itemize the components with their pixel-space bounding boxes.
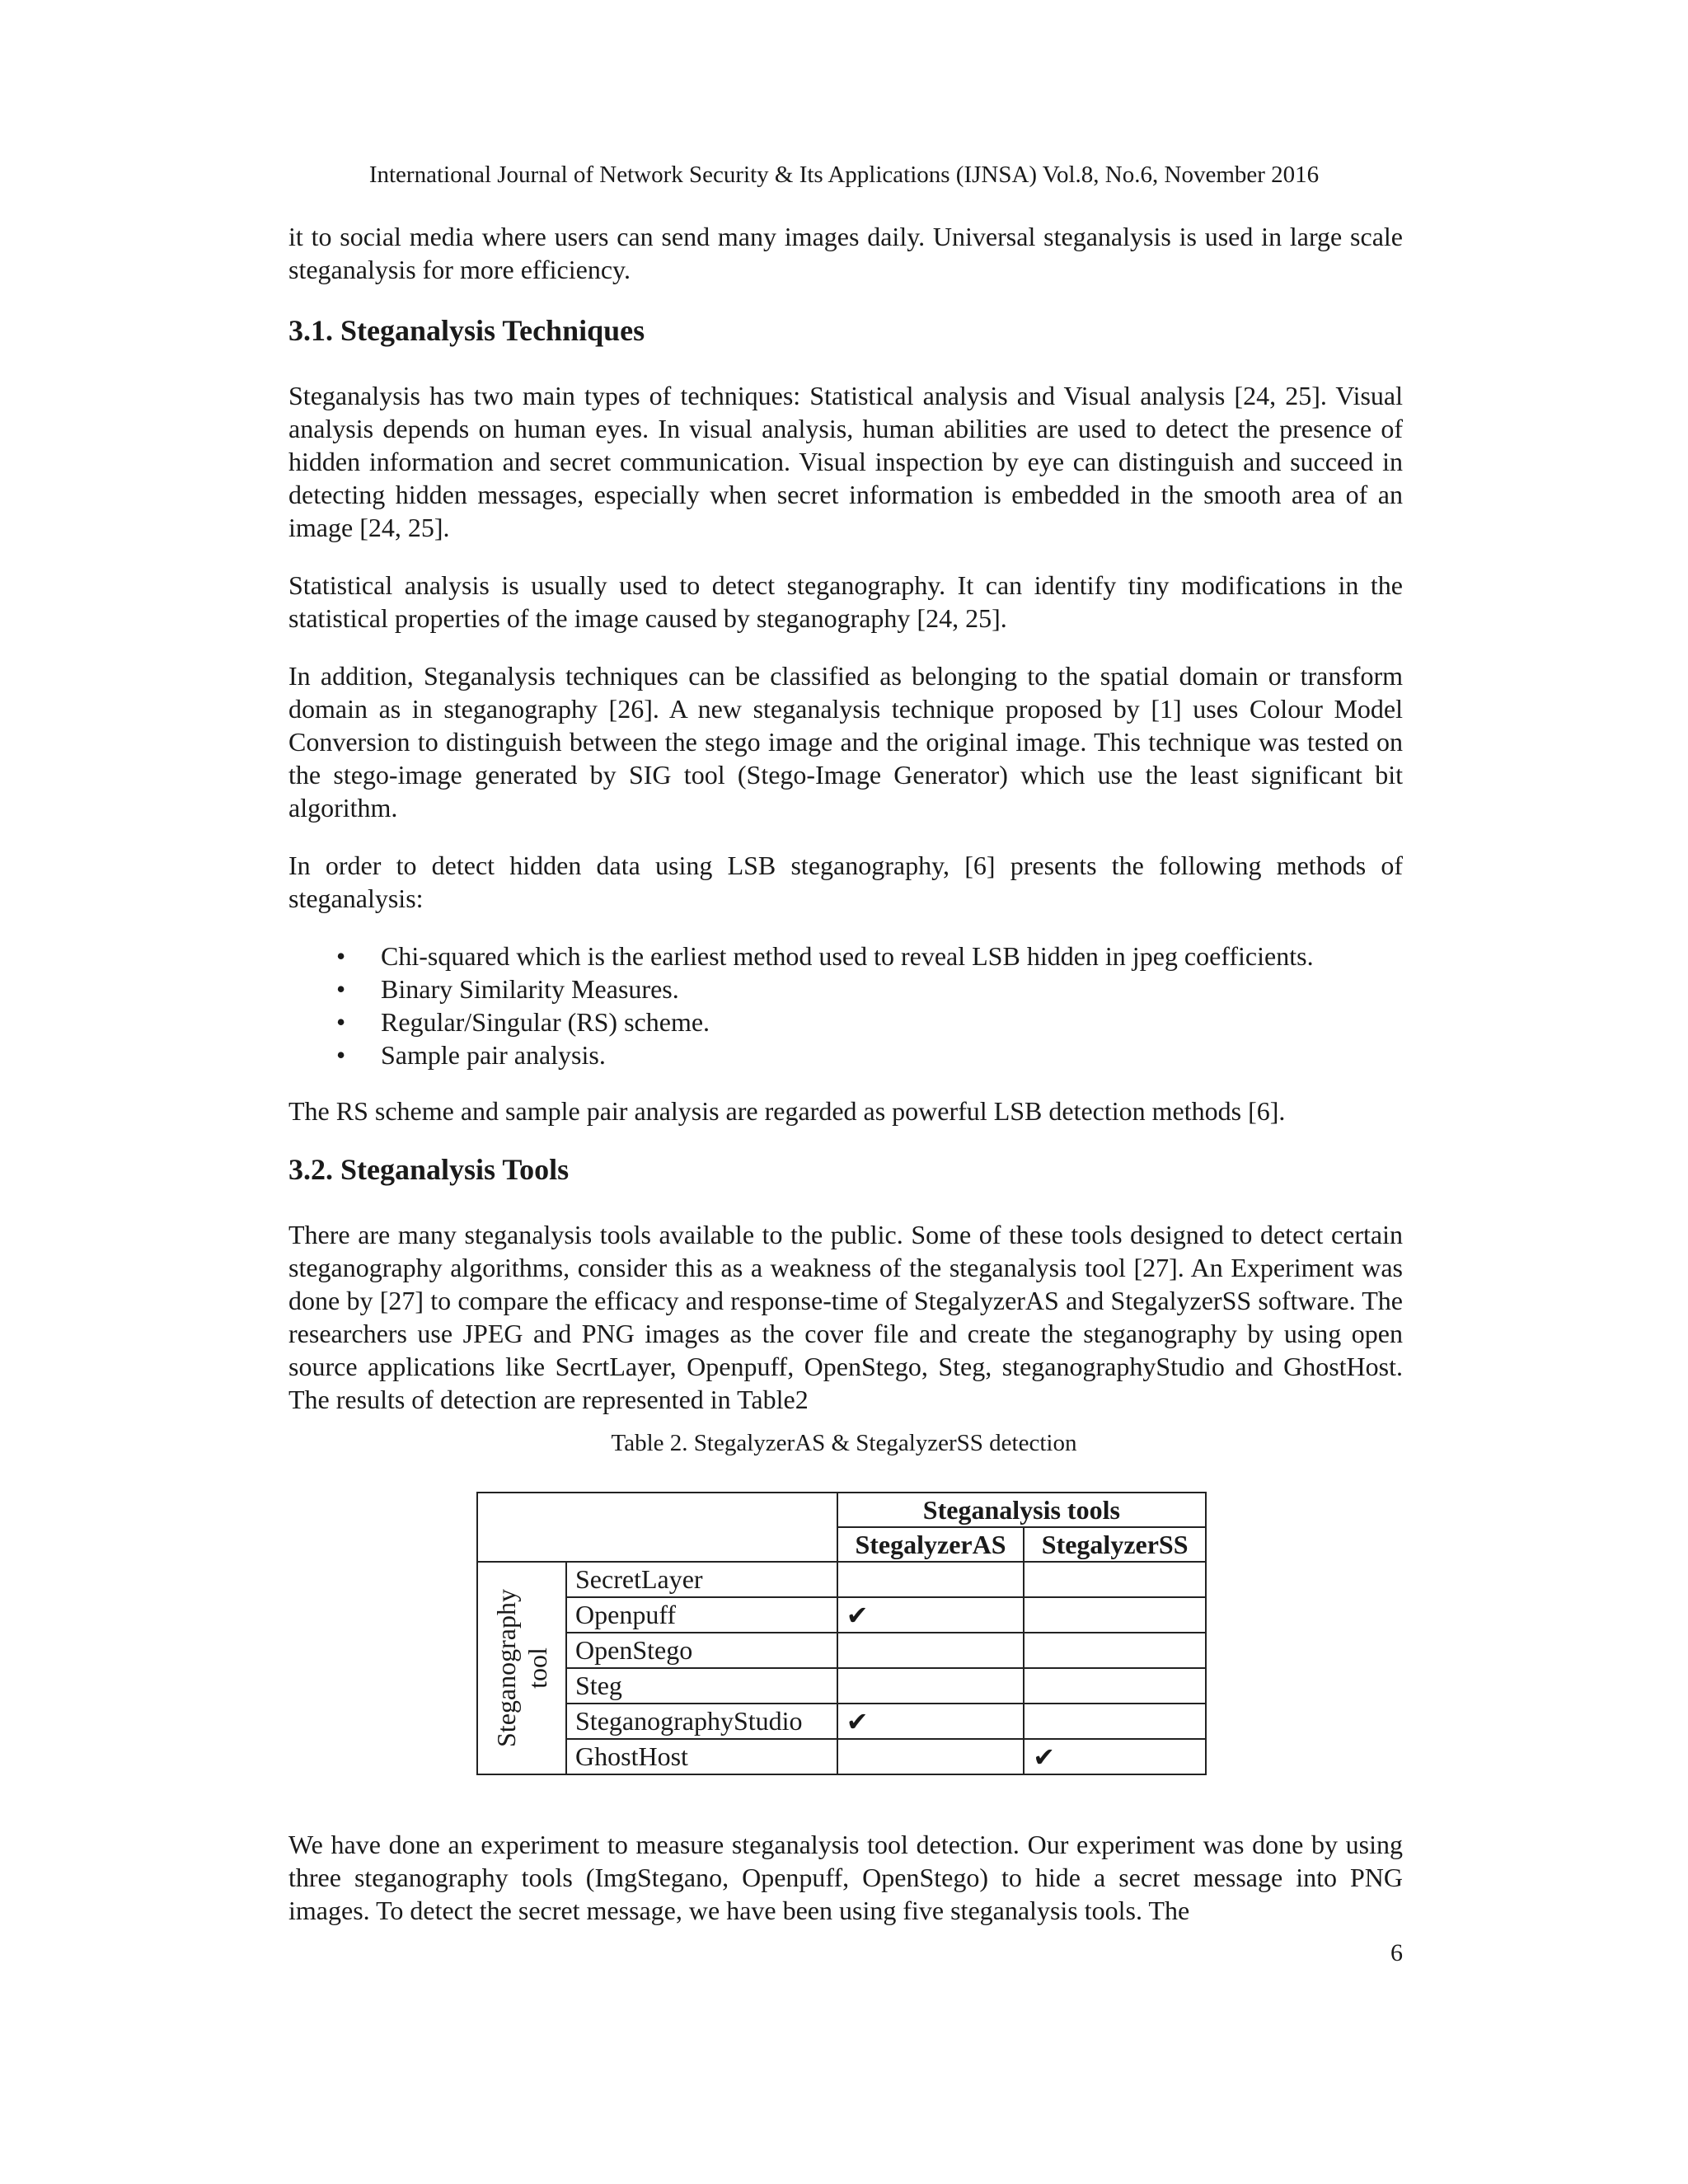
bullet-icon: • bbox=[336, 974, 346, 1004]
list-item-text: Sample pair analysis. bbox=[381, 1040, 606, 1070]
list-item bbox=[288, 1038, 1314, 1071]
running-header: International Journal of Network Security & Its Applications (IJNSA) Vol.8, No.6, November 2016 bbox=[368, 162, 1320, 188]
bullet-icon: • bbox=[336, 1007, 346, 1037]
check-cell bbox=[837, 1739, 1025, 1774]
table-row bbox=[477, 1704, 1206, 1739]
row-group-label bbox=[490, 1569, 553, 1767]
table-caption: Table 2. StegalyzerAS & StegalyzerSS detection bbox=[611, 1430, 1077, 1456]
tool-name-cell: SteganographyStudio bbox=[566, 1704, 837, 1739]
check-cell bbox=[1024, 1633, 1206, 1668]
check-cell bbox=[1024, 1704, 1206, 1739]
list-item bbox=[288, 1005, 1314, 1038]
table-row bbox=[477, 1562, 1206, 1597]
intro-text: it to social media where users can send many images daily. Universal steganalysis is used in large scale steganalysis for more efficiency. bbox=[288, 222, 1403, 284]
techniques-paragraph-3 bbox=[288, 659, 1403, 824]
page-number: 6 bbox=[1390, 1939, 1403, 1966]
table-row bbox=[477, 1597, 1206, 1633]
paragraph-text: There are many steganalysis tools available to the public. Some of these tools designed to detect certain steganography algorithms, consider this as a weakness of the steganalysis tool [27]. An Experiment was done by [27] to compare the efficacy and response-time of StegalyzerAS and StegalyzerSS software. The researchers use JPEG and PNG images as the cover file and create the steganography by using open source applications like SecrtLayer, Openpuff, OpenStego, Steg, steganographyStudio and GhostHost. The results of detection are represented in Table2 bbox=[288, 1220, 1403, 1414]
list-item bbox=[288, 972, 1314, 1005]
techniques-paragraph-2 bbox=[288, 569, 1403, 635]
check-cell bbox=[837, 1562, 1025, 1597]
column-header-stegalyzeras: StegalyzerAS bbox=[837, 1527, 1025, 1562]
intro-paragraph bbox=[288, 220, 1403, 286]
row-group-label-line: tool bbox=[523, 1647, 552, 1689]
bullet-icon: • bbox=[336, 1040, 346, 1070]
paragraph-text: In addition, Steganalysis techniques can be classified as belonging to the spatial domain or transform domain as in steganography [26]. A new steganalysis technique proposed by [1] uses Colour Model Conversion to distinguish between the stego image and the original image. This technique was tested on the stego-image generated by SIG tool (Stego-Image Generator) which use the least significant bit algorithm. bbox=[288, 661, 1403, 823]
check-cell: ✔ bbox=[837, 1597, 1025, 1633]
techniques-paragraph-4 bbox=[288, 849, 1403, 915]
closing-paragraph bbox=[288, 1828, 1403, 1927]
column-header-stegalyzerss: StegalyzerSS bbox=[1024, 1527, 1206, 1562]
table-row bbox=[477, 1633, 1206, 1668]
techniques-paragraph-1 bbox=[288, 379, 1403, 544]
table-corner-cell bbox=[477, 1493, 837, 1562]
techniques-paragraph-5 bbox=[288, 1094, 1403, 1127]
row-group-header bbox=[477, 1562, 566, 1774]
check-cell bbox=[1024, 1562, 1206, 1597]
tool-name-cell: OpenStego bbox=[566, 1633, 837, 1668]
tool-name-cell: Openpuff bbox=[566, 1597, 837, 1633]
group-header: Steganalysis tools bbox=[837, 1493, 1206, 1527]
paragraph-text: We have done an experiment to measure steganalysis tool detection. Our experiment was done by using three steganography tools (ImgStegano, Openpuff, OpenStego) to hide a secret message into PNG images. To detect the secret message, we have been using five steganalysis tools. The bbox=[288, 1830, 1403, 1925]
paragraph-text: Steganalysis has two main types of techniques: Statistical analysis and Visual analysis [24, 25]. Visual analysis depends on human eyes. In visual analysis, human abilities are used to detect the presence of hidden information and secret communication. Visual inspection by eye can distinguish and succeed in detecting hidden messages, especially when secret information is embedded in the smooth area of an image [24, 25]. bbox=[288, 381, 1403, 542]
check-cell: ✔ bbox=[837, 1704, 1025, 1739]
bullet-icon: • bbox=[336, 941, 346, 971]
paragraph-text: The RS scheme and sample pair analysis are regarded as powerful LSB detection methods [6]. bbox=[288, 1096, 1286, 1126]
table-header-row bbox=[477, 1493, 1206, 1527]
check-cell: ✔ bbox=[1024, 1739, 1206, 1774]
list-item-text: Chi-squared which is the earliest method used to reveal LSB hidden in jpeg coefficients. bbox=[381, 941, 1314, 971]
tool-name-cell: SecretLayer bbox=[566, 1562, 837, 1597]
check-cell bbox=[837, 1633, 1025, 1668]
tool-name-cell: GhostHost bbox=[566, 1739, 837, 1774]
check-cell bbox=[837, 1668, 1025, 1704]
section-3-1-heading: 3.1. Steganalysis Techniques bbox=[288, 314, 645, 347]
tool-name-cell: Steg bbox=[566, 1668, 837, 1704]
paragraph-text: Statistical analysis is usually used to detect steganography. It can identify tiny modifications in the statistical properties of the image caused by steganography [24, 25]. bbox=[288, 570, 1403, 633]
list-item-text: Binary Similarity Measures. bbox=[381, 974, 679, 1004]
table-row bbox=[477, 1739, 1206, 1774]
list-item bbox=[288, 940, 1314, 972]
list-item-text: Regular/Singular (RS) scheme. bbox=[381, 1007, 710, 1037]
paragraph-text: In order to detect hidden data using LSB steganography, [6] presents the following methods of steganalysis: bbox=[288, 851, 1403, 913]
check-cell bbox=[1024, 1668, 1206, 1704]
detection-table bbox=[476, 1492, 1207, 1775]
check-cell bbox=[1024, 1597, 1206, 1633]
steganalysis-methods-list bbox=[288, 940, 1314, 1071]
section-3-2-heading: 3.2. Steganalysis Tools bbox=[288, 1153, 570, 1186]
tools-paragraph bbox=[288, 1218, 1403, 1416]
table-row bbox=[477, 1668, 1206, 1704]
row-group-label-line: Steganography bbox=[491, 1589, 521, 1747]
